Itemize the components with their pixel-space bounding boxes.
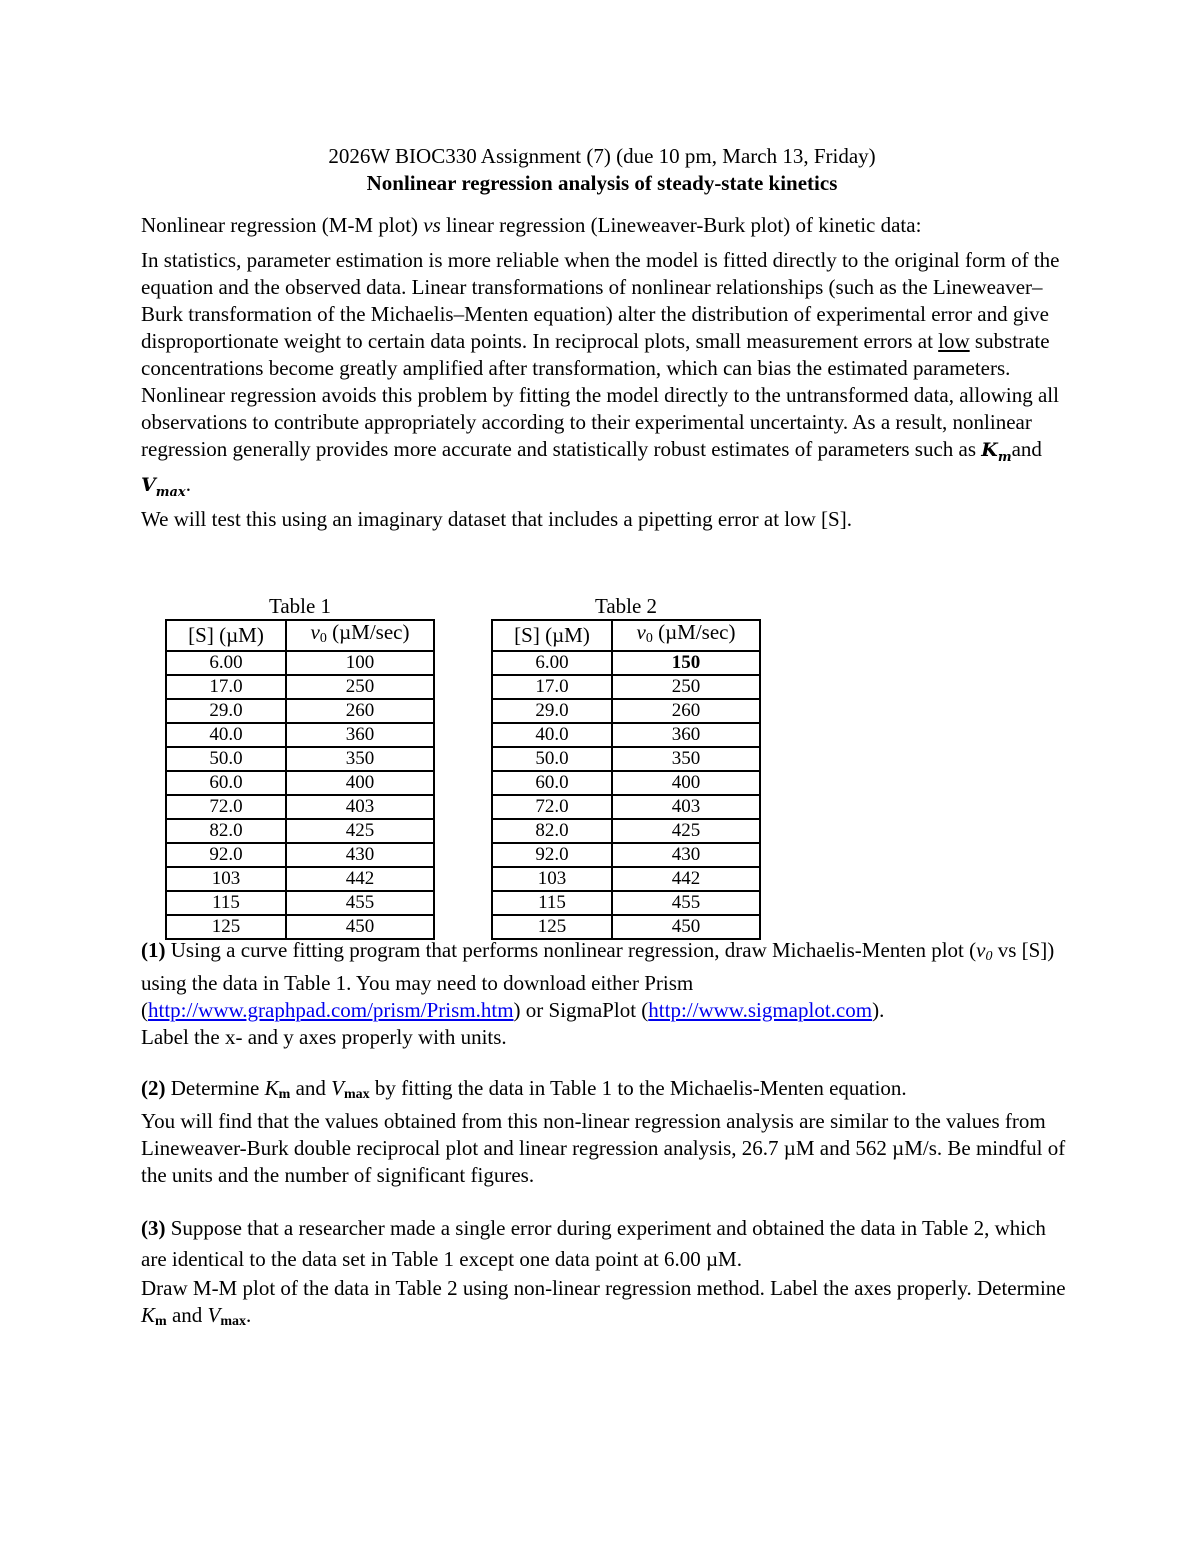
- p2-end: .: [185, 471, 191, 496]
- q3-text-b: Draw M-M plot of the data in Table 2 using non-linear regression method. Label the axes properly. Determine: [141, 1275, 1066, 1300]
- table2-body: [492, 651, 760, 939]
- table1-row: [166, 891, 434, 915]
- q3-and: and: [166, 1302, 208, 1327]
- table2-cell-v0: 425: [612, 819, 760, 843]
- intro-paragraphs: [141, 247, 1071, 533]
- sigmaplot-link[interactable]: http://www.sigmaplot.com: [648, 997, 873, 1022]
- table2-cell-s: 29.0: [492, 699, 612, 723]
- table1-cell-s: 125: [166, 915, 286, 939]
- q1-text-d: ).: [872, 997, 885, 1022]
- intro-lead-vs: vs: [423, 213, 441, 237]
- table2-cell-s: 125: [492, 915, 612, 939]
- table1-row: [166, 915, 434, 939]
- table2-row: [492, 843, 760, 867]
- assignment-title: 2026W BIOC330 Assignment (7) (due 10 pm, March 13, Friday): [328, 144, 876, 168]
- table2-row: [492, 771, 760, 795]
- p2-text-a: Nonlinear regression avoids this problem by fitting the model directly to the untransformed data, allowing all observations to contribute appropriately according to their experimental uncertainty. As a result, nonlinear regression generally provides more accurate and statistically robust estimates of parameters such as: [141, 383, 1059, 461]
- prism-link[interactable]: http://www.graphpad.com/prism/Prism.htm: [148, 997, 514, 1022]
- table1-cell-s: 17.0: [166, 675, 286, 699]
- table1-cell-s: 60.0: [166, 771, 286, 795]
- intro-lead: [141, 212, 1071, 239]
- tables-area: [141, 533, 1071, 937]
- question-1-label: (1): [141, 937, 166, 962]
- table2-row: [492, 651, 760, 675]
- question-3-line2: [141, 1275, 1071, 1335]
- km-letter: K: [981, 439, 998, 461]
- question-2-text-c: You will find that the values obtained from this non-linear regression analysis are similar to the values from Lineweaver-Burk double reciprocal plot and linear regression analysis, 26.7 µM and 562 µM/s. Be mindful of the units and the number of significant figures.: [141, 1108, 1066, 1187]
- table1-cell-v0: 350: [286, 747, 434, 771]
- table1-cell-v0: 100: [286, 651, 434, 675]
- p1-low-underlined: low: [938, 329, 970, 353]
- q3-km: K: [141, 1302, 156, 1327]
- table2-row: [492, 915, 760, 939]
- table1-row: [166, 771, 434, 795]
- table1-cell-v0: 425: [286, 819, 434, 843]
- table1-header-v0: v0 (µM/sec): [286, 620, 434, 651]
- table2-wrapper: [491, 593, 761, 940]
- q2-km: K: [264, 1075, 279, 1100]
- q3-vmax-sub: max: [220, 1313, 247, 1329]
- table1-cell-s: 50.0: [166, 747, 286, 771]
- p2-and: and: [1011, 437, 1042, 461]
- table2-cell-v0: 450: [612, 915, 760, 939]
- q2-km-sub: m: [278, 1086, 291, 1102]
- table1-row: [166, 795, 434, 819]
- intro-paragraph-1: [141, 247, 1071, 382]
- q2-vmax-sub: max: [343, 1086, 370, 1102]
- table1-cell-s: 29.0: [166, 699, 286, 723]
- table2-row: [492, 891, 760, 915]
- table1-cell-s: 92.0: [166, 843, 286, 867]
- table2-cell-s: 6.00: [492, 651, 612, 675]
- p1-text-b: substrate concentrations become greatly amplified after transformation, which can bias the estimated parameters.: [141, 329, 1050, 380]
- question-2-label: (2): [141, 1075, 166, 1100]
- table1-cell-v0: 360: [286, 723, 434, 747]
- table1-cell-s: 115: [166, 891, 286, 915]
- intro-paragraph-2: [141, 382, 1071, 506]
- table1-row: [166, 651, 434, 675]
- table1-header-s: [S] (µM): [166, 620, 286, 651]
- table1-cell-v0: 260: [286, 699, 434, 723]
- table2-header-v0: v0 (µM/sec): [612, 620, 760, 651]
- table2-cell-v0: 442: [612, 867, 760, 891]
- q2-text-b: by fitting the data in Table 1 to the Michaelis-Menten equation.: [369, 1075, 907, 1100]
- table2-cell-s: 40.0: [492, 723, 612, 747]
- table2-cell-s: 82.0: [492, 819, 612, 843]
- table2-cell-s: 103: [492, 867, 612, 891]
- table1-cell-s: 103: [166, 867, 286, 891]
- table2-row: [492, 747, 760, 771]
- table1-row: [166, 867, 434, 891]
- question-1-text: [141, 937, 1071, 1024]
- table1-cell-v0: 403: [286, 795, 434, 819]
- q2-text-a: Determine: [165, 1075, 265, 1100]
- table2-cell-v0: 403: [612, 795, 760, 819]
- q3-km-sub: m: [155, 1313, 167, 1329]
- document-content: [141, 143, 1071, 1335]
- q2-and: and: [290, 1075, 332, 1100]
- table2-row: [492, 699, 760, 723]
- table1: [165, 619, 435, 940]
- table2-cell-v0: 430: [612, 843, 760, 867]
- table1-cell-v0: 450: [286, 915, 434, 939]
- table1-row: [166, 723, 434, 747]
- table1-row: [166, 747, 434, 771]
- assignment-subtitle: Nonlinear regression analysis of steady-state kinetics: [366, 171, 838, 195]
- table1-cell-v0: 442: [286, 867, 434, 891]
- table1-wrapper: [165, 593, 435, 940]
- table2-row: [492, 795, 760, 819]
- question-1-text-e: Label the x- and y axes properly with units.: [141, 1024, 507, 1049]
- table2-row: [492, 819, 760, 843]
- table1-cell-s: 6.00: [166, 651, 286, 675]
- table2-cell-v0: 455: [612, 891, 760, 915]
- table2-row: [492, 675, 760, 699]
- table2-cell-s: 92.0: [492, 843, 612, 867]
- table2-cell-s: 50.0: [492, 747, 612, 771]
- question-2-line1: [141, 1075, 1071, 1108]
- vmax-symbol: [141, 473, 186, 500]
- table2-cell-v0: 260: [612, 699, 760, 723]
- table2-caption: Table 2: [594, 593, 658, 618]
- q1-text-b: vs [S]) using the data in Table 1. You may need to download either Prism (: [141, 937, 1055, 1022]
- table2-cell-s: 60.0: [492, 771, 612, 795]
- table2: [491, 619, 761, 940]
- p1-text-a: In statistics, parameter estimation is more reliable when the model is fitted directly to the original form of the equation and the observed data. Linear transformations of nonlinear relationships (such as the Lineweaver–Burk transformation of the Michaelis–Menten equation) alter the distribution of experimental error and give disproportionate weight to certain data points. In reciprocal plots, small measurement errors at: [141, 248, 1060, 353]
- vmax-letter: V: [141, 473, 156, 496]
- table1-row: [166, 699, 434, 723]
- table1-cell-s: 40.0: [166, 723, 286, 747]
- intro-lead-text-b: linear regression (Lineweaver-Burk plot) of kinetic data:: [440, 213, 922, 237]
- intro-lead-text-a: Nonlinear regression (M-M plot): [141, 213, 424, 237]
- table1-cell-v0: 400: [286, 771, 434, 795]
- table2-cell-v0: 360: [612, 723, 760, 747]
- question-3-line1: [141, 1213, 1071, 1275]
- q3-end: .: [246, 1302, 252, 1327]
- km-symbol: [981, 439, 1012, 465]
- q1-text-a: Using a curve fitting program that performs nonlinear regression, draw Michaelis-Menten plot (: [165, 937, 977, 962]
- table1-cell-s: 72.0: [166, 795, 286, 819]
- table1-row: [166, 819, 434, 843]
- table2-row: [492, 867, 760, 891]
- table1-header-row: [166, 620, 434, 651]
- table2-cell-v0: 350: [612, 747, 760, 771]
- table1-caption: Table 1: [268, 593, 332, 618]
- table2-cell-v0: 150: [612, 651, 760, 675]
- question-3-label: (3): [141, 1215, 166, 1240]
- question-2: [141, 1075, 1071, 1189]
- table2-cell-s: 115: [492, 891, 612, 915]
- table2-header-row: [492, 620, 760, 651]
- table2-row: [492, 723, 760, 747]
- table1-body: [166, 651, 434, 939]
- q3-text-a: Suppose that a researcher made a single error during experiment and obtained the data in Table 2, which are identical to the data set in Table 1 except one data point at 6.00 µM.: [141, 1215, 1046, 1271]
- table1-cell-v0: 455: [286, 891, 434, 915]
- intro-paragraph-3: We will test this using an imaginary dataset that includes a pipetting error at low [S].: [141, 506, 852, 531]
- table2-cell-s: 17.0: [492, 675, 612, 699]
- table1-row: [166, 843, 434, 867]
- table1-cell-v0: 430: [286, 843, 434, 867]
- question-1: [141, 937, 1071, 1051]
- q3-vmax: V: [207, 1302, 221, 1327]
- table1-row: [166, 675, 434, 699]
- table1-cell-s: 82.0: [166, 819, 286, 843]
- question-3: [141, 1213, 1071, 1335]
- table2-cell-s: 72.0: [492, 795, 612, 819]
- q1-text-c: ) or SigmaPlot (: [513, 997, 649, 1022]
- q2-vmax: V: [331, 1075, 344, 1100]
- table2-header-s: [S] (µM): [492, 620, 612, 651]
- q1-v0: $v_0$: [976, 937, 993, 964]
- vmax-subscript: max: [155, 484, 186, 500]
- table2-cell-v0: 400: [612, 771, 760, 795]
- km-subscript: m: [997, 449, 1012, 465]
- table1-cell-v0: 250: [286, 675, 434, 699]
- table2-cell-v0: 250: [612, 675, 760, 699]
